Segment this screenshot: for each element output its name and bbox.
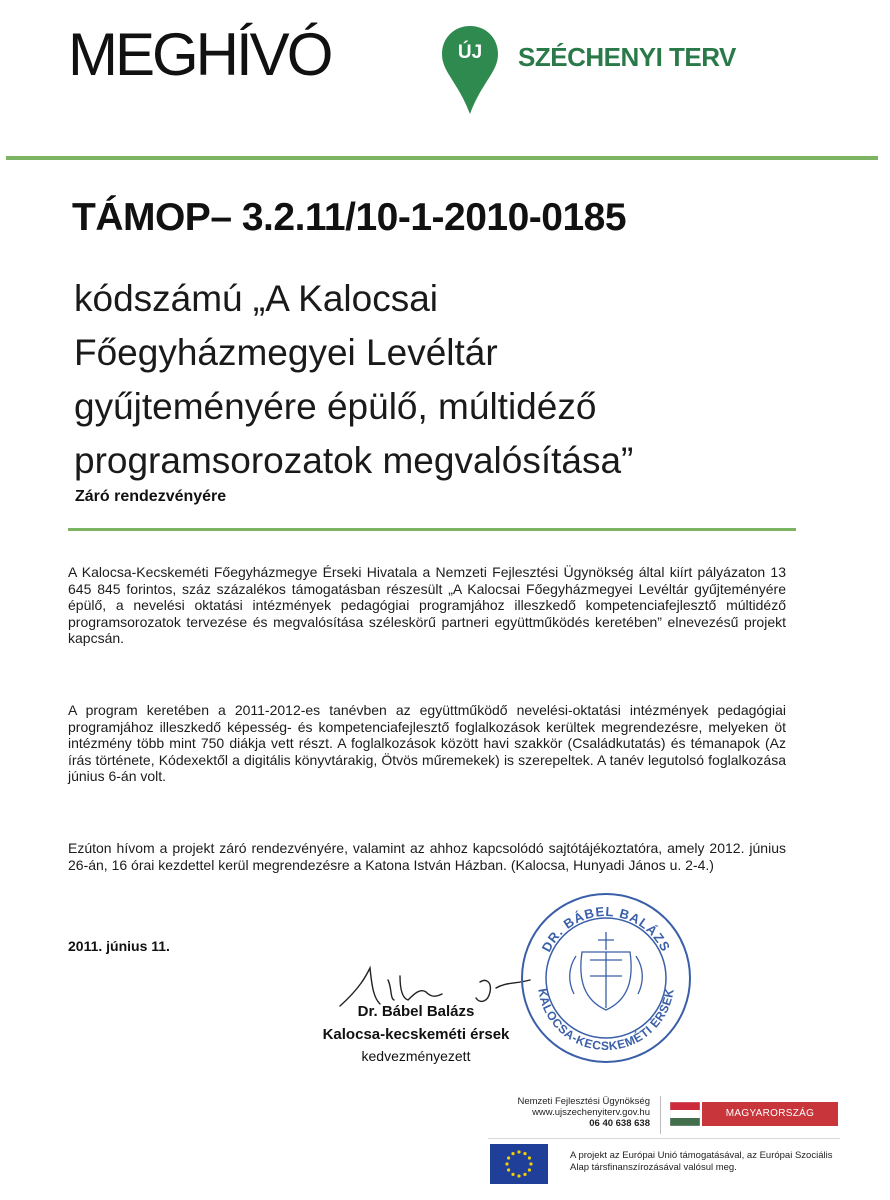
magyarorszag-megujul-badge: MAGYARORSZÁG bbox=[702, 1102, 838, 1126]
footer-rule bbox=[488, 1138, 840, 1139]
body-paragraph: A program keretében a 2011-2012-es tanévben az együttműködő nevelési-oktatási intézmények pedagógiai programjához illeszkedő képesség- és kompetenciafejlesztő foglalkozások kerültek megrendezésre, melyeken öt intézmény több mint 750 diákja vett részt. A foglalkozások között havi szakkör (Családkutatás) és témanapok (Az írás története, Kódexektől a digitális könyvtárakig, Ötvös műremekek) is szerepeltek. A tanév legutolsó foglalkozása június 6-án volt. bbox=[68, 702, 786, 785]
logo-pin-text: ÚJ bbox=[457, 42, 483, 63]
agency-contact bbox=[470, 1096, 650, 1129]
body-paragraph: A Kalocsa-Kecskeméti Főegyházmegye Érseki Hivatala a Nemzeti Fejlesztési Ügynökség által kiírt pályázaton 13 645 845 forintos, száz százalékos támogatásban részesült „A Kalocsai Főegyházmegyei Levéltár gyűjteményére épülő, a nevelési oktatási intézmények pedagógiai programjához illeszkedő kompetenciafejlesztő múltidéző programsorozatok tervezése és megvalósítása széleskörű partneri együttműködés keretében” elnevezésű projekt kapcsán. bbox=[68, 564, 786, 647]
section-divider bbox=[68, 528, 796, 531]
signatory-name: Dr. Bábel Balázs bbox=[357, 1003, 475, 1020]
subtitle: Záró rendezvényére bbox=[75, 488, 227, 505]
agency-phone: 06 40 638 638 bbox=[589, 1118, 650, 1129]
official-seal-icon bbox=[518, 890, 694, 1066]
heading-line: gyűjteményére épülő, múltidéző bbox=[74, 386, 597, 427]
svg-text:KALOCSA-KECSKEMÉTI ÉRSEK: KALOCSA-KECSKEMÉTI ÉRSEK bbox=[535, 987, 677, 1054]
agency-name: Nemzeti Fejlesztési Ügynökség bbox=[517, 1096, 650, 1107]
heading-line: programsorozatok megvalósítása” bbox=[74, 440, 634, 481]
signatory-role: kedvezményezett bbox=[361, 1048, 471, 1064]
letter-date: 2011. június 11. bbox=[68, 938, 170, 954]
project-heading bbox=[74, 272, 834, 488]
eu-funding-note: A projekt az Európai Unió támogatásával, az Európai Szociális Alap társfinanszírozásával valósul meg. bbox=[570, 1150, 833, 1173]
footer-divider bbox=[660, 1096, 661, 1134]
logo-text: SZÉCHENYI TERV bbox=[518, 42, 736, 72]
svg-text:DR. BÁBEL BALÁZS: DR. BÁBEL BALÁZS bbox=[538, 903, 674, 955]
body-paragraph: Ezúton hívom a projekt záró rendezvényére, valamint az ahhoz kapcsolódó sajtótájékoztatóra, amely 2012. június 26-án, 16 órai kezdettel kerül megrendezésre a Katona István Házban. (Kalocsa, Hunyadi János u. 2-4.) bbox=[68, 840, 786, 873]
heading-line: Főegyházmegyei Levéltár bbox=[74, 332, 498, 373]
eu-flag-icon bbox=[490, 1144, 548, 1184]
project-code: TÁMOP– 3.2.11/10-1-2010-0185 bbox=[72, 196, 627, 239]
signatory-title: Kalocsa-kecskeméti érsek bbox=[322, 1026, 510, 1043]
hungarian-flag-icon bbox=[670, 1102, 700, 1126]
agency-url: www.ujszechenyiterv.gov.hu bbox=[532, 1107, 650, 1118]
map-pin-logo-icon bbox=[440, 24, 500, 116]
page-title: MEGHÍVÓ bbox=[68, 21, 331, 88]
header-divider bbox=[6, 156, 878, 160]
heading-line: kódszámú „A Kalocsai bbox=[74, 278, 439, 319]
